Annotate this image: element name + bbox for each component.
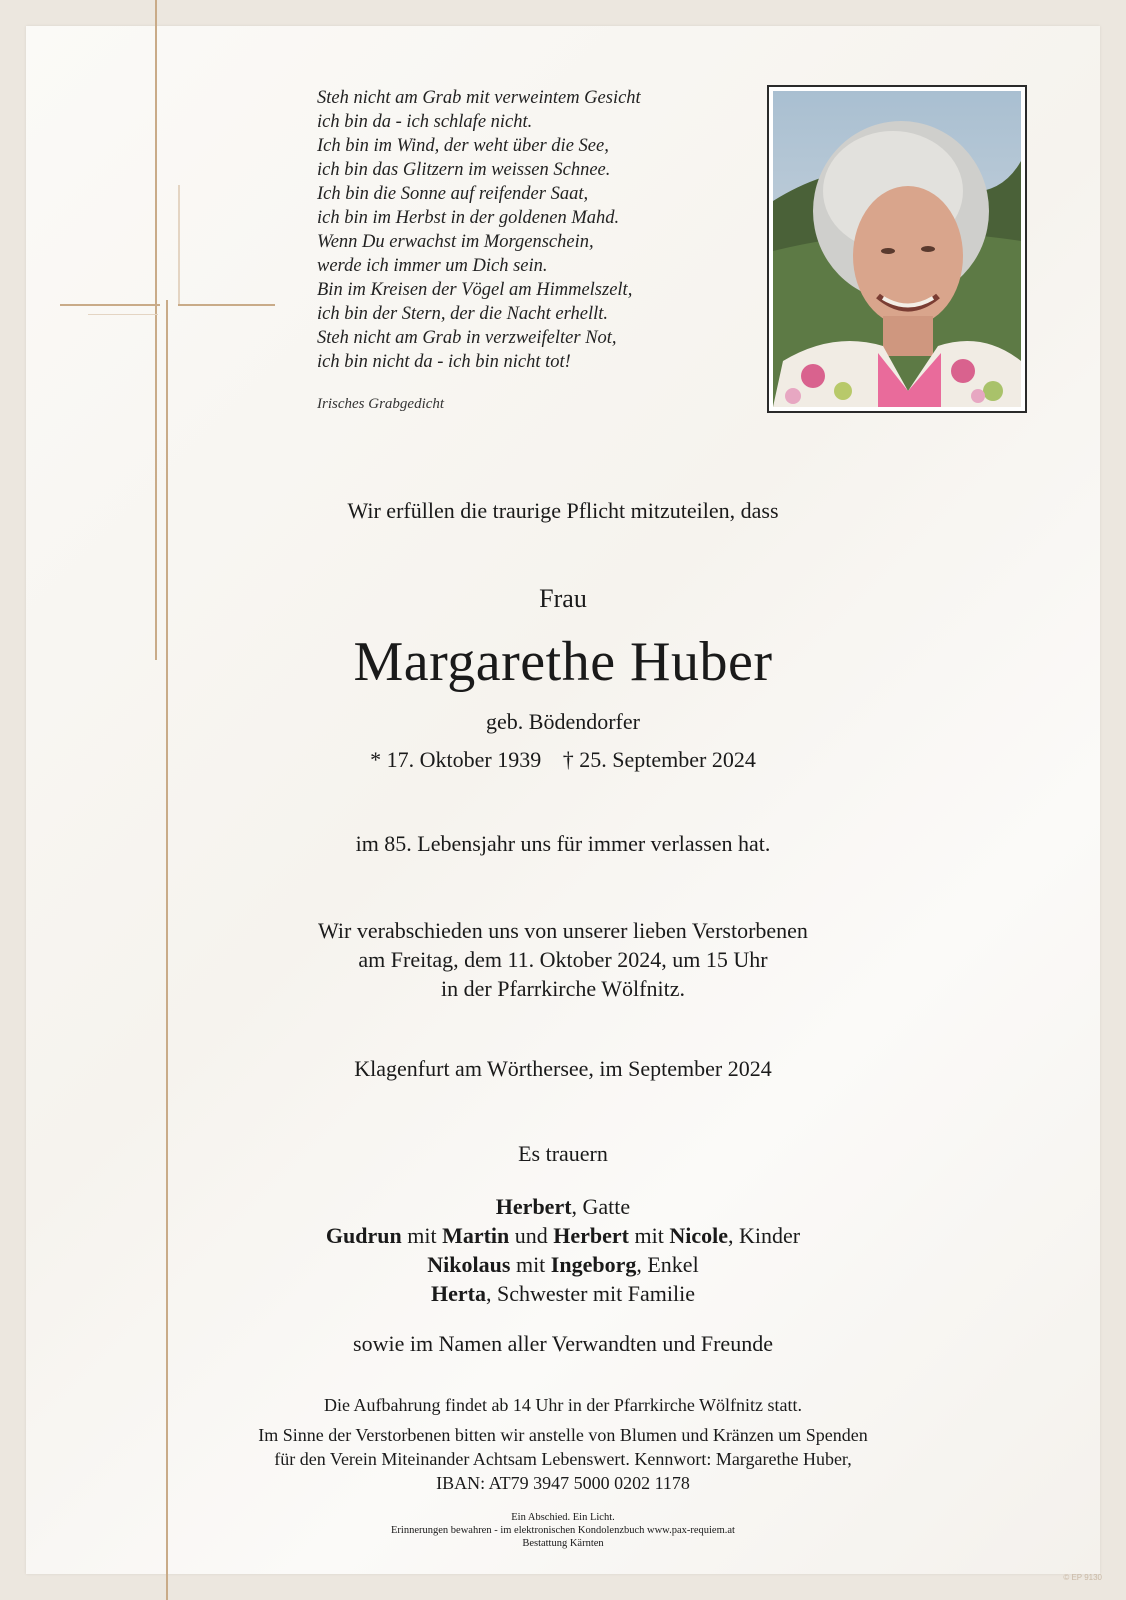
farewell-info [0, 916, 1126, 1003]
poem-line: ich bin das Glitzern im weissen Schnee. [317, 160, 611, 180]
mourner-name: Herbert [495, 1194, 572, 1219]
poem [317, 86, 737, 374]
poem-source: Irisches Grabgedicht [317, 396, 445, 412]
deceased-name: Margarethe Huber [353, 631, 773, 693]
mourner-relation: mit [401, 1223, 443, 1248]
footer-undertaker: Bestattung Kärnten [522, 1538, 604, 1549]
mourner-name: Martin [442, 1223, 510, 1248]
mourners-heading: Es trauern [518, 1141, 608, 1166]
poem-line: ich bin da - ich schlafe nicht. [317, 112, 533, 132]
mourners-list [0, 1192, 1126, 1308]
farewell-line: am Freitag, dem 11. Oktober 2024, um 15 Uhr [358, 947, 768, 972]
birth-date: * 17. Oktober 1939 [370, 747, 542, 772]
age-line: im 85. Lebensjahr uns für immer verlassen hat. [355, 831, 771, 856]
print-stamp: © EP 9130 [1063, 1573, 1102, 1582]
portrait-frame [767, 85, 1027, 413]
title-salutation: Frau [539, 584, 587, 613]
poem-line: ich bin nicht da - ich bin nicht tot! [317, 352, 571, 372]
viewing-note: Die Aufbahrung findet ab 14 Uhr in der Pfarrkirche Wölfnitz statt. [323, 1395, 803, 1415]
life-dates [0, 747, 1126, 773]
farewell-line: Wir verabschieden uns von unserer lieben Verstorbenen [318, 918, 808, 943]
footer-slogan: Ein Abschied. Ein Licht. [511, 1512, 615, 1523]
relatives-line: sowie im Namen aller Verwandten und Freunde [353, 1331, 773, 1356]
poem-line: Wenn Du erwachst im Morgenschein, [317, 232, 594, 252]
mourner-relation: mit [629, 1223, 670, 1248]
poem-line: Steh nicht am Grab in verzweifelter Not, [317, 328, 617, 348]
donation-note: für den Verein Miteinander Achtsam Lebenswert. Kennwort: Margarethe Huber, [274, 1449, 852, 1469]
footer-condolence: Erinnerungen bewahren - im elektronischen Kondolenzbuch www.pax-requiem.at [391, 1525, 735, 1536]
mourner-name: Ingeborg [550, 1252, 637, 1277]
mourner-relation: , Kinder [728, 1223, 801, 1248]
mourner-row [0, 1250, 1126, 1279]
poem-line: werde ich immer um Dich sein. [317, 256, 548, 276]
poem-line: Bin im Kreisen der Vögel am Himmelszelt, [317, 280, 633, 300]
iban: IBAN: AT79 3947 5000 0202 1178 [436, 1473, 690, 1493]
mourner-row [0, 1192, 1126, 1221]
portrait-photo [773, 91, 1021, 407]
death-date: † 25. September 2024 [562, 747, 756, 772]
poem-line: ich bin der Stern, der die Nacht erhellt. [317, 304, 608, 324]
mourner-relation: , Schwester mit Familie [486, 1281, 695, 1306]
intro-text: Wir erfüllen die traurige Pflicht mitzuteilen, dass [347, 498, 779, 523]
birth-name: geb. Bödendorfer [486, 709, 640, 734]
mourner-relation: , Gatte [571, 1194, 631, 1219]
mourner-row [0, 1221, 1126, 1250]
donation-note: Im Sinne der Verstorbenen bitten wir anstelle von Blumen und Kränzen um Spenden [258, 1425, 868, 1445]
place-date: Klagenfurt am Wörthersee, im September 2024 [354, 1056, 772, 1081]
mourner-name: Herta [431, 1281, 486, 1306]
footer [0, 1511, 1126, 1550]
poem-line: Ich bin im Wind, der weht über die See, [317, 136, 609, 156]
mourner-relation: , Enkel [636, 1252, 699, 1277]
poem-line: ich bin im Herbst in der goldenen Mahd. [317, 208, 620, 228]
farewell-line: in der Pfarrkirche Wölfnitz. [441, 976, 685, 1001]
poem-line: Steh nicht am Grab mit verweintem Gesicht [317, 88, 641, 108]
portrait-illustration [773, 91, 1021, 407]
mourner-name: Gudrun [325, 1223, 402, 1248]
mourner-name: Nicole [669, 1223, 728, 1248]
notes [0, 1393, 1126, 1495]
poem-line: Ich bin die Sonne auf reifender Saat, [317, 184, 589, 204]
mourner-relation: und [509, 1223, 554, 1248]
mourner-row [0, 1279, 1126, 1308]
mourner-name: Herbert [553, 1223, 629, 1248]
mourner-name: Nikolaus [427, 1252, 511, 1277]
mourner-relation: mit [510, 1252, 551, 1277]
